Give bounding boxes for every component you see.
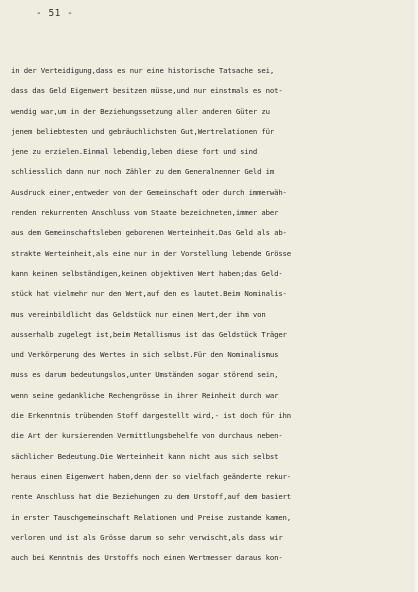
text-line: jene zu erzielen.Einmal lebendig,leben diese fort und sind bbox=[11, 147, 258, 157]
text-line: wenn seine gedankliche Rechengrösse in ihrer Reinheit durch war bbox=[11, 390, 279, 400]
text-line: kann keinen selbständigen,keinen objektiven Wert haben;das Geld- bbox=[11, 268, 283, 278]
text-line: sächlicher Bedeutung.Die Werteinheit kann nicht aus sich selbst bbox=[11, 451, 279, 461]
text-line: aus dem Gemeinschaftsleben geborenen Werteinheit.Das Geld als ab- bbox=[11, 228, 287, 238]
text-line: mus vereinbildlicht das Geldstück nur einen Wert,der ihm von bbox=[11, 309, 266, 319]
text-line: in der Verteidigung,dass es nur eine historische Tatsache sei, bbox=[11, 66, 275, 75]
text-line: die Erkenntnis trübenden Stoff dargestellt wird,- ist doch für ihn bbox=[11, 411, 292, 421]
text-line: wendig war,um in der Beziehungssetzung aller anderen Güter zu bbox=[11, 106, 270, 116]
text-line: rente Anschluss hat die Beziehungen zu dem Urstoff,auf dem basiert bbox=[11, 492, 292, 502]
body-text bbox=[11, 61, 406, 568]
text-line: strakte Werteinheit,als eine nur in der Vorstellung lebende Grösse bbox=[11, 248, 292, 258]
text-line: auch bei Kenntnis des Urstoffs noch einen Wertmesser daraus kon- bbox=[11, 553, 283, 563]
text-line: heraus einen Eigenwert haben,denn der so vielfach geänderte rekur- bbox=[11, 471, 292, 481]
page-number: - 51 - bbox=[36, 8, 74, 19]
text-line: muss es darum bedeutungslos,unter Umständen sogar störend sein, bbox=[11, 370, 279, 380]
text-line: stück hat vielmehr nur den Wert,auf den es lautet.Beim Nominalis- bbox=[11, 289, 287, 299]
text-line: jenem beliebtesten und gebräuchlichsten Gut,Wertrelationen für bbox=[11, 126, 275, 136]
text-line: dass das Geld Eigenwert besitzen müsse,und nur einstmals es not- bbox=[11, 86, 283, 96]
text-line: ausserhalb zugelegt ist,beim Metallismus ist das Geldstück Träger bbox=[11, 329, 287, 339]
text-line: verloren und ist als Grösse darum so sehr verwischt,als dass wir bbox=[11, 532, 283, 542]
text-line: und Verkörperung des Wertes in sich selbst.Für den Nominalismus bbox=[11, 350, 279, 360]
text-line: renden rekurrenten Anschluss vom Staate bezeichneten,immer aber bbox=[11, 208, 279, 218]
text-line: in erster Tauschgemeinschaft Relationen und Preise zustande kamen, bbox=[11, 512, 292, 522]
text-line: schliesslich dann nur noch Zähler zu dem Generalnenner Geld im bbox=[11, 167, 275, 177]
text-line: Ausdruck einer,entweder von der Gemeinschaft oder durch immerwäh- bbox=[11, 187, 287, 197]
text-line: die Art der kursierenden Vermittlungsbehelfe von durchaus neben- bbox=[11, 431, 283, 441]
